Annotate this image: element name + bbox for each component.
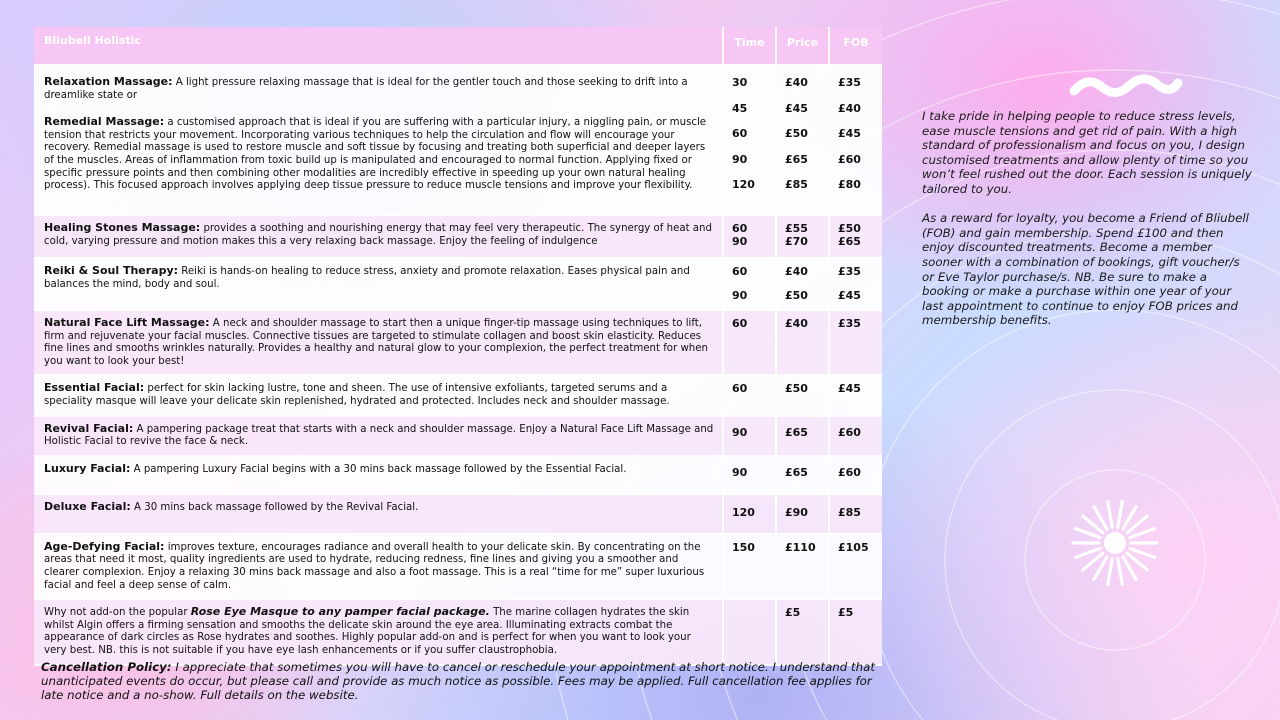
fob-cell	[829, 456, 882, 494]
price-cell	[776, 599, 829, 664]
price-cell	[776, 65, 829, 215]
time-cell	[723, 375, 776, 415]
service-description	[34, 416, 723, 456]
cancellation-policy	[41, 660, 881, 703]
table-row	[34, 494, 882, 534]
service-name: Luxury Facial:	[44, 461, 131, 475]
price-cell	[776, 310, 829, 375]
wave-icon	[1068, 73, 1184, 99]
fob-value: £40	[838, 101, 861, 115]
service-name: Relaxation Massage:	[44, 75, 173, 88]
price-value: £50	[785, 127, 808, 140]
fob-value: £35	[838, 76, 861, 89]
price-cell	[776, 534, 829, 599]
service-description	[34, 215, 723, 258]
price-cell	[776, 375, 829, 415]
service-name: Revival Facial:	[44, 421, 134, 435]
table-row	[34, 416, 882, 456]
service-description	[34, 258, 723, 310]
sunburst-ray	[1130, 548, 1154, 557]
service-description	[34, 494, 723, 534]
fob-value: £65	[838, 235, 861, 248]
time-value: 90	[732, 152, 748, 166]
fob-cell	[829, 215, 882, 258]
time-cell	[723, 494, 776, 534]
price-value: £5	[785, 606, 801, 620]
price-value: £110	[785, 540, 816, 554]
addon-text: The marine collagen hydrates the skin whilst Algin offers a firming sensation and smooths the delicate skin around the eye area. Illuminating extracts combat the appearance of dark circles as Rose hydrates and soothes. Highly popular add-on and is perfect for when you want to look your very best. NB. this is not suitable if you have eye lash enhancements or if you suffer claustrophobia.	[44, 607, 691, 656]
time-value: 60	[732, 265, 748, 278]
time-cell	[723, 258, 776, 310]
service-name: Reiki & Soul Therapy:	[44, 264, 179, 277]
price-value: £55	[785, 222, 808, 235]
fob-value: £105	[838, 540, 869, 554]
service-text: Reiki is hands-on healing to reduce stress, anxiety and promote relaxation. Eases physical pain and balances the mind, body and soul.	[44, 266, 690, 290]
price-value: £40	[785, 265, 808, 278]
service-text: a customised approach that is ideal if you are suffering with a particular injury, a niggling pain, or muscle tension that restricts your movement. Incorporating various techniques to help the circulation and flow will encourage your recovery. Remedial massage is used to restore muscle and soft tissue by focusing and treating both superficial and deeper layers of the muscles. Areas of inflammation from toxic build up is manipulated and encouraged to normal function. Applying fixed or specific pressure points and then combining other modalities are incredibly effective in speeding up your own natural healing process). This focused approach involves applying deep tissue pressure to reduce muscle tensions and improve your flexibility.	[44, 117, 707, 192]
loyalty-paragraph: As a reward for loyalty, you become a Friend of Bliubell (FOB) and gain membership. Spend £100 and then enjoy discounted treatments. Become a member sooner with a combination of bookings, gift voucher/s or Eve Taylor purchase/s. NB. Be sure to make a booking or make a purchase within one year of your last appointment to continue to enjoy FOB prices and membership benefits.	[922, 211, 1249, 328]
fob-cell	[829, 494, 882, 534]
service-text: A pampering Luxury Facial begins with a 30 mins back massage followed by the Essential Facial.	[133, 463, 627, 475]
service-name: Age-Defying Facial:	[44, 539, 165, 553]
price-cell	[776, 416, 829, 456]
time-value: 90	[732, 289, 748, 302]
service-text: perfect for skin lacking lustre, tone and sheen. The use of intensive exfoliants, targeted serums and a speciality masque will leave your delicate skin replenished, hydrated and protected. Includes neck and shoulder massage.	[44, 383, 670, 407]
table-row	[34, 375, 882, 415]
price-value: £40	[785, 317, 808, 330]
price-value: £45	[785, 101, 808, 115]
table-row	[34, 258, 882, 310]
about-paragraph: I take pride in helping people to reduce stress levels, ease muscle tensions and get rid of pain. With a high standard of professionalism and focus on you, I design customised treatments and allow plenty of time so you won’t feel rushed out the door. Each session is uniquely tailored to you.	[922, 109, 1252, 196]
price-value: £50	[785, 289, 808, 302]
price-value: £65	[785, 152, 808, 166]
service-text: A light pressure relaxing massage that is ideal for the gentler touch and those seeking to drift into a dreamlike state or	[44, 77, 688, 101]
price-cell	[776, 456, 829, 494]
column-header-time: Time	[723, 27, 776, 65]
time-value: 120	[732, 505, 755, 519]
sunburst-ray	[1118, 559, 1123, 585]
column-header-fob: FOB	[829, 27, 882, 65]
fob-value: £50	[838, 222, 861, 235]
time-cell	[723, 65, 776, 215]
sunburst-ray	[1118, 502, 1123, 528]
sunburst-ray	[1130, 529, 1154, 538]
sunburst-icon	[1068, 498, 1162, 588]
time-cell	[723, 215, 776, 258]
fob-cell	[829, 375, 882, 415]
table-row	[34, 215, 882, 258]
table-row	[34, 599, 882, 664]
time-value: 60	[732, 382, 748, 396]
fob-value: £60	[838, 465, 861, 479]
addon-intro: Why not add-on the popular	[44, 607, 188, 619]
table-header-row	[34, 27, 882, 65]
fob-cell	[829, 599, 882, 664]
time-value: 120	[732, 178, 755, 191]
service-name: Natural Face Lift Massage:	[44, 316, 210, 329]
service-description	[34, 456, 723, 494]
service-entry	[44, 76, 714, 102]
service-text: provides a soothing and nourishing energy that may feel very therapeutic. The synergy of heat and cold, varying pressure and motion makes this a very relaxing back massage. Enjoy the feeling of indulgence	[44, 223, 712, 247]
fob-value: £45	[838, 127, 861, 140]
time-value: 60	[732, 127, 748, 140]
service-description	[34, 375, 723, 415]
sunburst-ray	[1076, 529, 1100, 538]
service-name: Essential Facial:	[44, 381, 145, 395]
time-value: 60	[732, 317, 748, 330]
service-name: Deluxe Facial:	[44, 499, 131, 513]
service-text: A 30 mins back massage followed by the Revival Facial.	[134, 501, 419, 513]
cancellation-body: I appreciate that sometimes you will have to cancel or reschedule your appointment at short notice. I understand that unanticipated events do occur, but please call and provide as much notice as possible. Fees may be applied. Full cancellation fee applies for late notice and a no-show. Full details on the website.	[41, 660, 875, 703]
time-value: 150	[732, 540, 755, 554]
sunburst-ray	[1108, 559, 1113, 585]
time-cell	[723, 456, 776, 494]
time-value: 90	[732, 425, 748, 439]
treatment-price-table	[34, 27, 882, 666]
price-value: £90	[785, 505, 808, 519]
service-text: improves texture, encourages radiance and overall health to your delicate skin. By concentrating on the areas that need it most, quality ingredients are used to hydrate, reducing redness, fine lines and giving you a smoother and clearer complexion. Enjoy a relaxing 30 mins back massage and also a foot massage. This is a real “time for me” super luxurious facial and feel a deep sense of calm.	[44, 541, 705, 591]
time-value: 60	[732, 222, 748, 235]
fob-cell	[829, 534, 882, 599]
addon-description	[34, 599, 723, 664]
price-value: £50	[785, 382, 808, 396]
table-row	[34, 534, 882, 599]
service-description	[34, 65, 723, 215]
table-row	[34, 456, 882, 494]
price-value: £70	[785, 235, 808, 248]
fob-value: £60	[838, 425, 861, 439]
service-description	[34, 534, 723, 599]
fob-cell	[829, 258, 882, 310]
fob-value: £80	[838, 178, 861, 191]
fob-value: £85	[838, 505, 861, 519]
price-value: £65	[785, 425, 808, 439]
price-value: £65	[785, 465, 808, 479]
service-description	[34, 310, 723, 375]
time-cell	[723, 416, 776, 456]
service-entry	[44, 116, 714, 193]
time-cell	[723, 534, 776, 599]
fob-value: £45	[838, 289, 861, 302]
time-value: 90	[732, 465, 748, 479]
fob-value: £60	[838, 152, 861, 166]
table-row	[34, 65, 882, 215]
table-row	[34, 310, 882, 375]
fob-value: £5	[838, 606, 854, 620]
time-value: 90	[732, 235, 748, 248]
service-text: A pampering package treat that starts with a neck and shoulder massage. Enjoy a Natural Face Lift Massage and Holistic Facial to revive the face & neck.	[44, 423, 714, 448]
about-text	[922, 109, 1252, 328]
fob-cell	[829, 310, 882, 375]
service-text: A neck and shoulder massage to start then a unique finger-tip massage using techniques to lift, firm and rejuvenate your facial muscles. Connective tissues are targeted to stimulate collagen and boost skin elasticity. Reduces fine lines and smooths wrinkles naturally. Provides a healthy and natural glow to your complexion, the perfect treatment for when you want to look your best!	[44, 318, 708, 367]
price-cell	[776, 258, 829, 310]
time-value: 45	[732, 101, 748, 115]
column-header-price: Price	[776, 27, 829, 65]
business-name: Bliubell Holistic	[34, 27, 723, 65]
service-name: Healing Stones Massage:	[44, 221, 201, 234]
price-value: £40	[785, 76, 808, 89]
time-cell	[723, 310, 776, 375]
cancellation-label: Cancellation Policy:	[41, 660, 172, 674]
addon-highlight: Rose Eye Masque to any pamper facial package.	[190, 605, 490, 619]
fob-value: £45	[838, 382, 861, 396]
fob-value: £35	[838, 265, 861, 278]
sunburst-ray	[1108, 502, 1113, 528]
service-name: Remedial Massage:	[44, 115, 165, 129]
price-cell	[776, 494, 829, 534]
time-cell	[723, 599, 776, 664]
price-value: £85	[785, 178, 808, 191]
fob-cell	[829, 65, 882, 215]
price-cell	[776, 215, 829, 258]
sunburst-ray	[1076, 548, 1100, 557]
fob-value: £35	[838, 317, 861, 330]
fob-cell	[829, 416, 882, 456]
time-value: 30	[732, 76, 748, 89]
